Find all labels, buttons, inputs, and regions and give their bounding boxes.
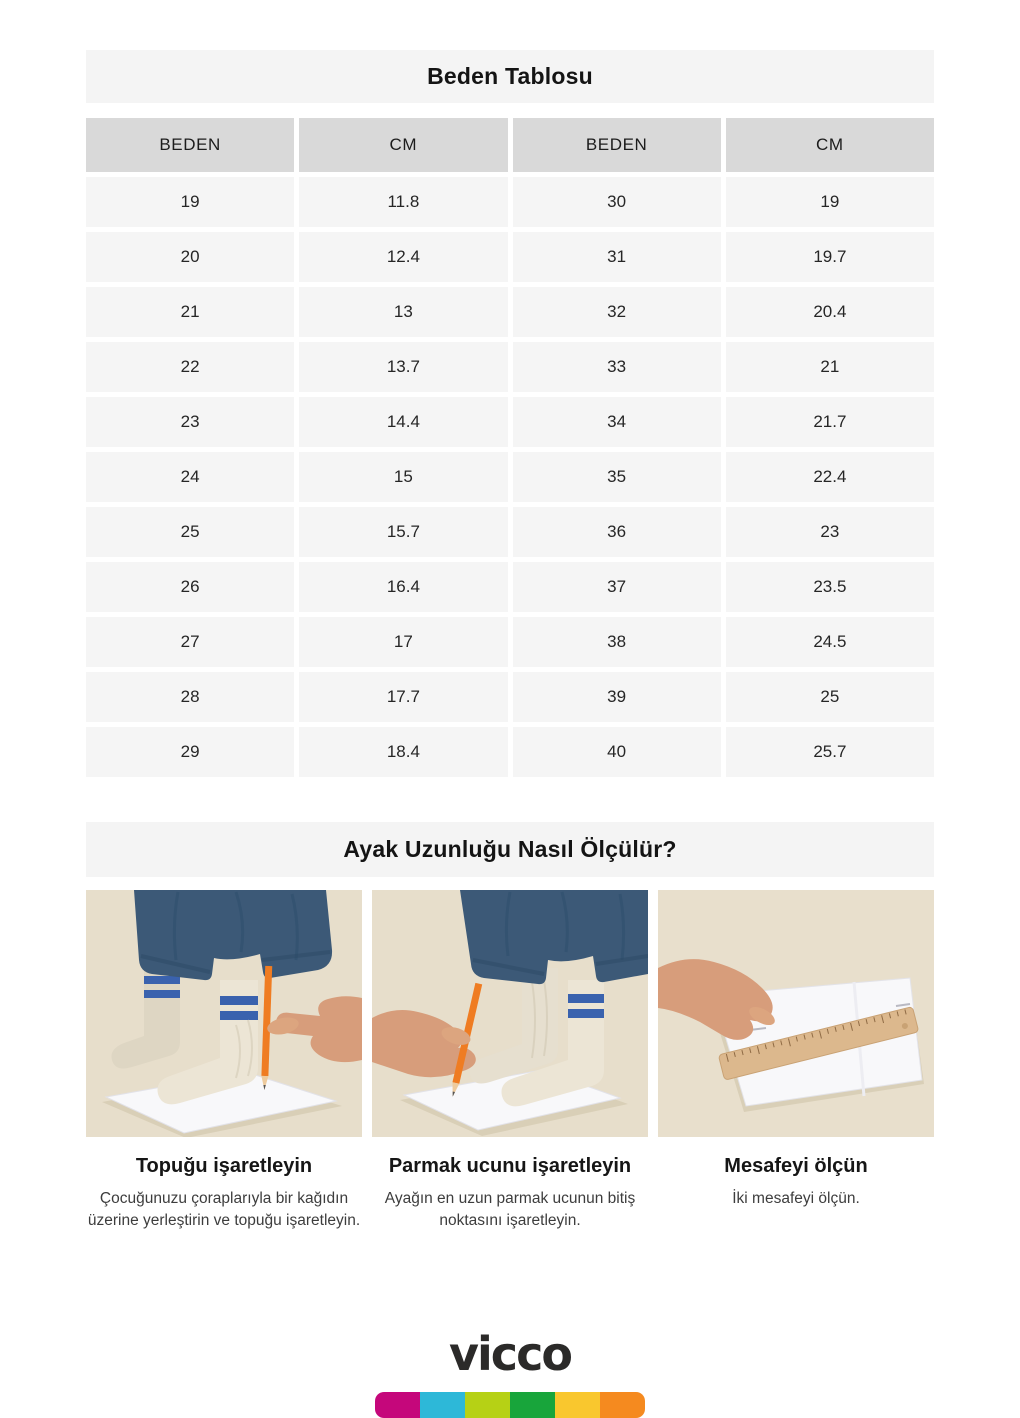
cm-cell-r7: 23.5 xyxy=(726,562,934,612)
cm-cell-r1: 19.7 xyxy=(726,232,934,282)
size-chart-header xyxy=(86,50,934,103)
cm-cell-r2: 20.4 xyxy=(726,287,934,337)
cm-cell-r2: 13 xyxy=(299,287,507,337)
cm-cell-r3: 21 xyxy=(726,342,934,392)
cm-cell-r6: 15.7 xyxy=(299,507,507,557)
measure-captions xyxy=(86,1155,934,1232)
mark-heel-photo xyxy=(86,890,362,1137)
size-cell-r0: 30 xyxy=(513,177,721,227)
size-cell-r5: 24 xyxy=(86,452,294,502)
cm-cell-r0: 19 xyxy=(726,177,934,227)
cm-cell-r9: 25 xyxy=(726,672,934,722)
size-table-column-header-1: CM xyxy=(299,118,507,172)
size-cell-r9: 39 xyxy=(513,672,721,722)
caption-title: Mesafeyi ölçün xyxy=(724,1155,868,1177)
measure-photos xyxy=(86,890,934,1137)
color-bar-segment-3 xyxy=(510,1392,555,1418)
color-bar-segment-0 xyxy=(375,1392,420,1418)
size-cell-r9: 28 xyxy=(86,672,294,722)
mark-heel-illustration xyxy=(86,890,362,1137)
measure-distance-illustration xyxy=(658,890,934,1137)
caption-title: Topuğu işaretleyin xyxy=(135,1155,313,1177)
size-cell-r4: 23 xyxy=(86,397,294,447)
size-cell-r5: 35 xyxy=(513,452,721,502)
caption-measure-distance xyxy=(658,1155,934,1232)
size-cell-r4: 34 xyxy=(513,397,721,447)
size-cell-r6: 36 xyxy=(513,507,721,557)
cm-cell-r1: 12.4 xyxy=(299,232,507,282)
size-cell-r2: 21 xyxy=(86,287,294,337)
size-table-column-header-3: CM xyxy=(726,118,934,172)
caption-mark-toe xyxy=(372,1155,648,1232)
cm-cell-r8: 17 xyxy=(299,617,507,667)
size-cell-r7: 26 xyxy=(86,562,294,612)
cm-cell-r4: 21.7 xyxy=(726,397,934,447)
caption-title: Parmak ucunu işaretleyin xyxy=(388,1155,632,1177)
cm-cell-r6: 23 xyxy=(726,507,934,557)
size-cell-r10: 29 xyxy=(86,727,294,777)
measure-section-header xyxy=(86,822,934,877)
cm-cell-r0: 11.8 xyxy=(299,177,507,227)
color-bar-segment-5 xyxy=(600,1392,645,1418)
color-bar-segment-1 xyxy=(420,1392,465,1418)
color-bar-segment-2 xyxy=(465,1392,510,1418)
size-chart-title: Beden Tablosu xyxy=(427,63,593,89)
mark-toe-illustration xyxy=(372,890,648,1137)
size-cell-r0: 19 xyxy=(86,177,294,227)
footer xyxy=(0,1329,1020,1418)
size-cell-r10: 40 xyxy=(513,727,721,777)
caption-mark-heel xyxy=(86,1155,362,1232)
brand-color-bar xyxy=(375,1392,645,1418)
size-cell-r8: 38 xyxy=(513,617,721,667)
cm-cell-r4: 14.4 xyxy=(299,397,507,447)
cm-cell-r10: 25.7 xyxy=(726,727,934,777)
size-table-column-header-0: BEDEN xyxy=(86,118,294,172)
size-cell-r2: 32 xyxy=(513,287,721,337)
size-cell-r8: 27 xyxy=(86,617,294,667)
size-cell-r7: 37 xyxy=(513,562,721,612)
caption-description: Çocuğunuzu çoraplarıyla bir kağıdın üzerine yerleştirin ve topuğu işaretleyin. xyxy=(87,1190,361,1229)
size-table xyxy=(86,118,934,777)
brand-logo: vicco xyxy=(449,1327,571,1382)
measure-section-title: Ayak Uzunluğu Nasıl Ölçülür? xyxy=(343,836,677,862)
cm-cell-r7: 16.4 xyxy=(299,562,507,612)
cm-cell-r9: 17.7 xyxy=(299,672,507,722)
size-cell-r3: 22 xyxy=(86,342,294,392)
size-table-column-header-2: BEDEN xyxy=(513,118,721,172)
cm-cell-r5: 15 xyxy=(299,452,507,502)
cm-cell-r8: 24.5 xyxy=(726,617,934,667)
size-cell-r3: 33 xyxy=(513,342,721,392)
cm-cell-r5: 22.4 xyxy=(726,452,934,502)
cm-cell-r3: 13.7 xyxy=(299,342,507,392)
page-content xyxy=(86,50,934,1232)
color-bar-segment-4 xyxy=(555,1392,600,1418)
size-cell-r1: 31 xyxy=(513,232,721,282)
cm-cell-r10: 18.4 xyxy=(299,727,507,777)
mark-toe-photo xyxy=(372,890,648,1137)
size-cell-r1: 20 xyxy=(86,232,294,282)
caption-description: Ayağın en uzun parmak ucunun bitiş noktasını işaretleyin. xyxy=(384,1190,636,1229)
caption-description: İki mesafeyi ölçün. xyxy=(732,1190,860,1207)
measure-distance-photo xyxy=(658,890,934,1137)
size-cell-r6: 25 xyxy=(86,507,294,557)
